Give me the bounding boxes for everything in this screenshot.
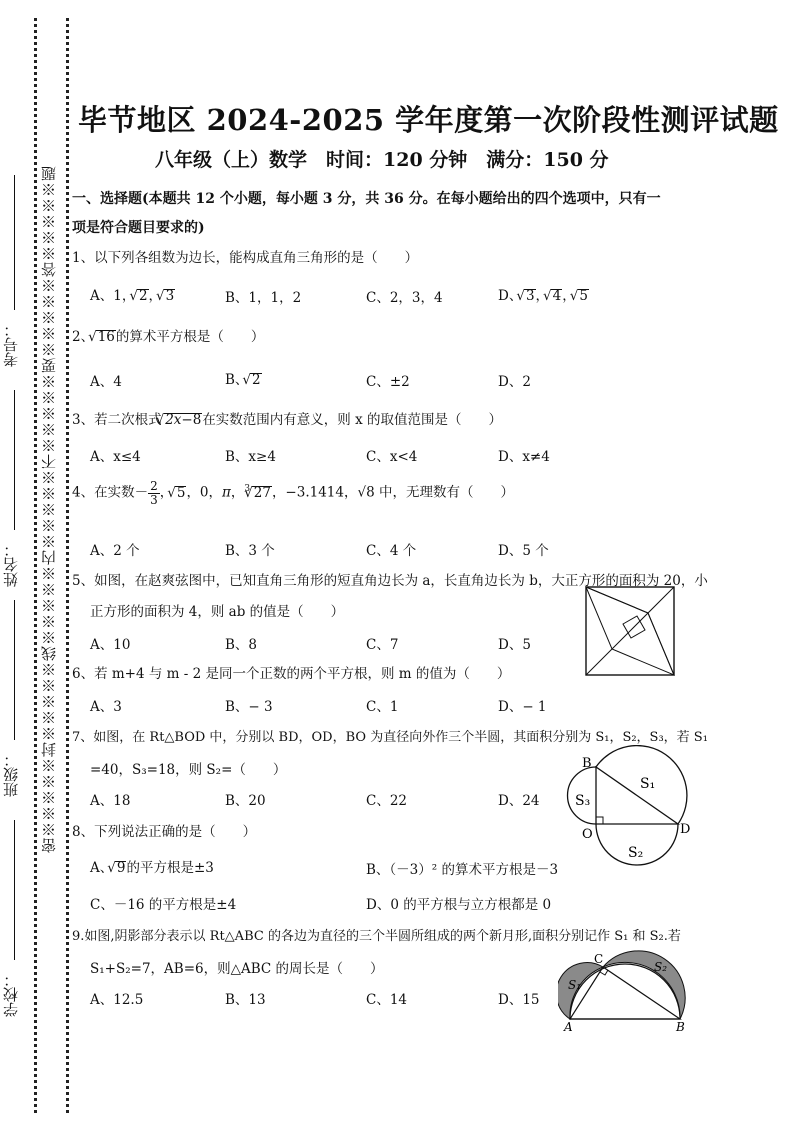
q7-option-a[interactable]: A、18	[90, 793, 131, 809]
q5-option-a[interactable]: A、10	[90, 637, 131, 653]
q5-option-b[interactable]: B、8	[225, 637, 258, 653]
q3-option-c[interactable]: C、x<4	[366, 449, 418, 465]
name-field[interactable]	[14, 390, 15, 530]
q9-option-d[interactable]: D、15	[498, 992, 540, 1008]
label-o: O	[582, 827, 593, 842]
q6-option-a[interactable]: A、3	[90, 699, 122, 715]
semicircle-triangle-diagram	[562, 745, 712, 875]
q5-stem: 5、如图，在赵爽弦图中，已知直角三角形的短直角边长为 a，长直角边长为 b，大正方形的面积为 20，小	[72, 573, 708, 589]
q4-option-c[interactable]: C、4 个	[366, 543, 417, 559]
zhaoshuang-diagram	[585, 586, 675, 676]
q9-option-a[interactable]: A、12.5	[90, 992, 144, 1008]
seal-line-outer	[34, 18, 37, 1113]
q7-option-b[interactable]: B、20	[225, 793, 266, 809]
label-b: B	[582, 756, 592, 771]
q7-stem-cont: =40，S₃=18，则 S₂=（ ）	[90, 762, 287, 778]
q2-option-b[interactable]: B、√ 2	[225, 368, 262, 388]
q2-option-d[interactable]: D、2	[498, 374, 531, 390]
q2-stem: 2、√ 16的算术平方根是（ ）	[72, 325, 264, 345]
school-field[interactable]	[14, 820, 15, 960]
q7-option-c[interactable]: C、22	[366, 793, 408, 809]
name-label: 姓名：	[2, 542, 20, 587]
exam-no-label: 考号：	[2, 322, 20, 367]
q3-option-d[interactable]: D、x≠4	[498, 449, 550, 465]
q8-option-d[interactable]: D、0 的平方根与立方根都是 0	[366, 897, 552, 913]
q9-stem: 9.如图,阴影部分表示以 Rt△ABC 的各边为直径的三个半圆所组成的两个新月形,面积分别记作 S₁ 和 S₂.若	[72, 929, 681, 944]
q8-option-b[interactable]: B、（－3）² 的算术平方根是－3	[366, 862, 559, 878]
label-a: A	[564, 1020, 573, 1034]
school-label: 学校：	[2, 972, 20, 1017]
exam-title: 毕节地区 2024-2025 学年度第一次阶段性测评试题	[78, 103, 779, 137]
q3-option-b[interactable]: B、x≥4	[225, 449, 276, 465]
q4-option-d[interactable]: D、5 个	[498, 543, 549, 559]
label-c: C	[594, 952, 604, 966]
q8-option-c[interactable]: C、－16 的平方根是±4	[90, 897, 237, 913]
q5-stem-cont: 正方形的面积为 4，则 ab 的值是（ ）	[90, 604, 345, 620]
class-field[interactable]	[14, 600, 15, 740]
label-s2: S₂	[628, 845, 644, 861]
q7-stem: 7、如图，在 Rt△BOD 中，分别以 BD，OD，BO 为直径向外作三个半圆，其面积分别为 S₁，S₂，S₃，若 S₁	[72, 730, 708, 745]
q4-stem: 4、在实数－ $\frac{2}{3}$ ，√ 5，0，π，$^3$√ 27，−3.1414，√8 中，无理数有（ ）	[72, 480, 514, 506]
q1-stem: 1、以下列各组数为边长，能构成直角三角形的是（ ）	[72, 250, 419, 266]
q1-option-b[interactable]: B、1，1，2	[225, 290, 302, 306]
q1-option-c[interactable]: C、2，3，4	[366, 290, 443, 306]
section1-heading-cont: 项是符合题目要求的)	[72, 220, 205, 236]
exam-no-field[interactable]	[14, 175, 15, 310]
q9-stem-cont: S₁+S₂=7，AB=6，则△ABC 的周长是（ ）	[90, 961, 384, 977]
q3-stem: 3、若二次根式√ 2x−8在实数范围内有意义，则 x 的取值范围是（ ）	[72, 408, 502, 428]
label-s2-lune: S₂	[654, 960, 668, 974]
fraction-two-thirds: $\frac{2}{3}$	[150, 479, 158, 507]
lune-diagram	[558, 945, 698, 1035]
q4-option-a[interactable]: A、2 个	[90, 543, 140, 559]
class-label: 班级：	[2, 752, 20, 797]
q6-option-d[interactable]: D、− 1	[498, 699, 547, 715]
q2-option-a[interactable]: A、4	[90, 374, 122, 390]
label-s1-lune: S₁	[568, 978, 582, 992]
q8-stem: 8、下列说法正确的是（ ）	[72, 824, 257, 840]
q7-option-d[interactable]: D、24	[498, 793, 540, 809]
seal-line-inner	[66, 18, 69, 1113]
q3-option-a[interactable]: A、x≤4	[90, 449, 141, 465]
label-s1: S₁	[640, 776, 656, 792]
q5-option-d[interactable]: D、5	[498, 637, 531, 653]
q6-stem: 6、若 m+4 与 m - 2 是同一个正数的两个平方根，则 m 的值为（ ）	[72, 666, 511, 682]
exam-subtitle: 八年级（上）数学 时间：120 分钟 满分：150 分	[155, 149, 609, 171]
seal-text: 密※※※※※封※※※※※线※※※※※内※※※※※不※※※※※要※※※※※答※※※※※题	[40, 165, 58, 853]
q6-option-b[interactable]: B、− 3	[225, 699, 273, 715]
label-b2: B	[676, 1020, 685, 1034]
label-d: D	[680, 822, 691, 837]
q1-option-d[interactable]: D、√ 3，√ 4，√ 5	[498, 284, 589, 304]
q8-option-a[interactable]: A、√ 9的平方根是±3	[90, 856, 214, 876]
q2-option-c[interactable]: C、±2	[366, 374, 410, 390]
section1-heading: 一、选择题(本题共 12 个小题，每小题 3 分，共 36 分。在每小题给出的四个选项中，只有一	[72, 191, 661, 207]
q1-option-a[interactable]: A、1，√ 2，√ 3	[90, 284, 175, 304]
q9-option-c[interactable]: C、14	[366, 992, 408, 1008]
label-s3: S₃	[575, 793, 591, 809]
q9-option-b[interactable]: B、13	[225, 992, 266, 1008]
q4-option-b[interactable]: B、3 个	[225, 543, 275, 559]
q5-option-c[interactable]: C、7	[366, 637, 399, 653]
q6-option-c[interactable]: C、1	[366, 699, 399, 715]
